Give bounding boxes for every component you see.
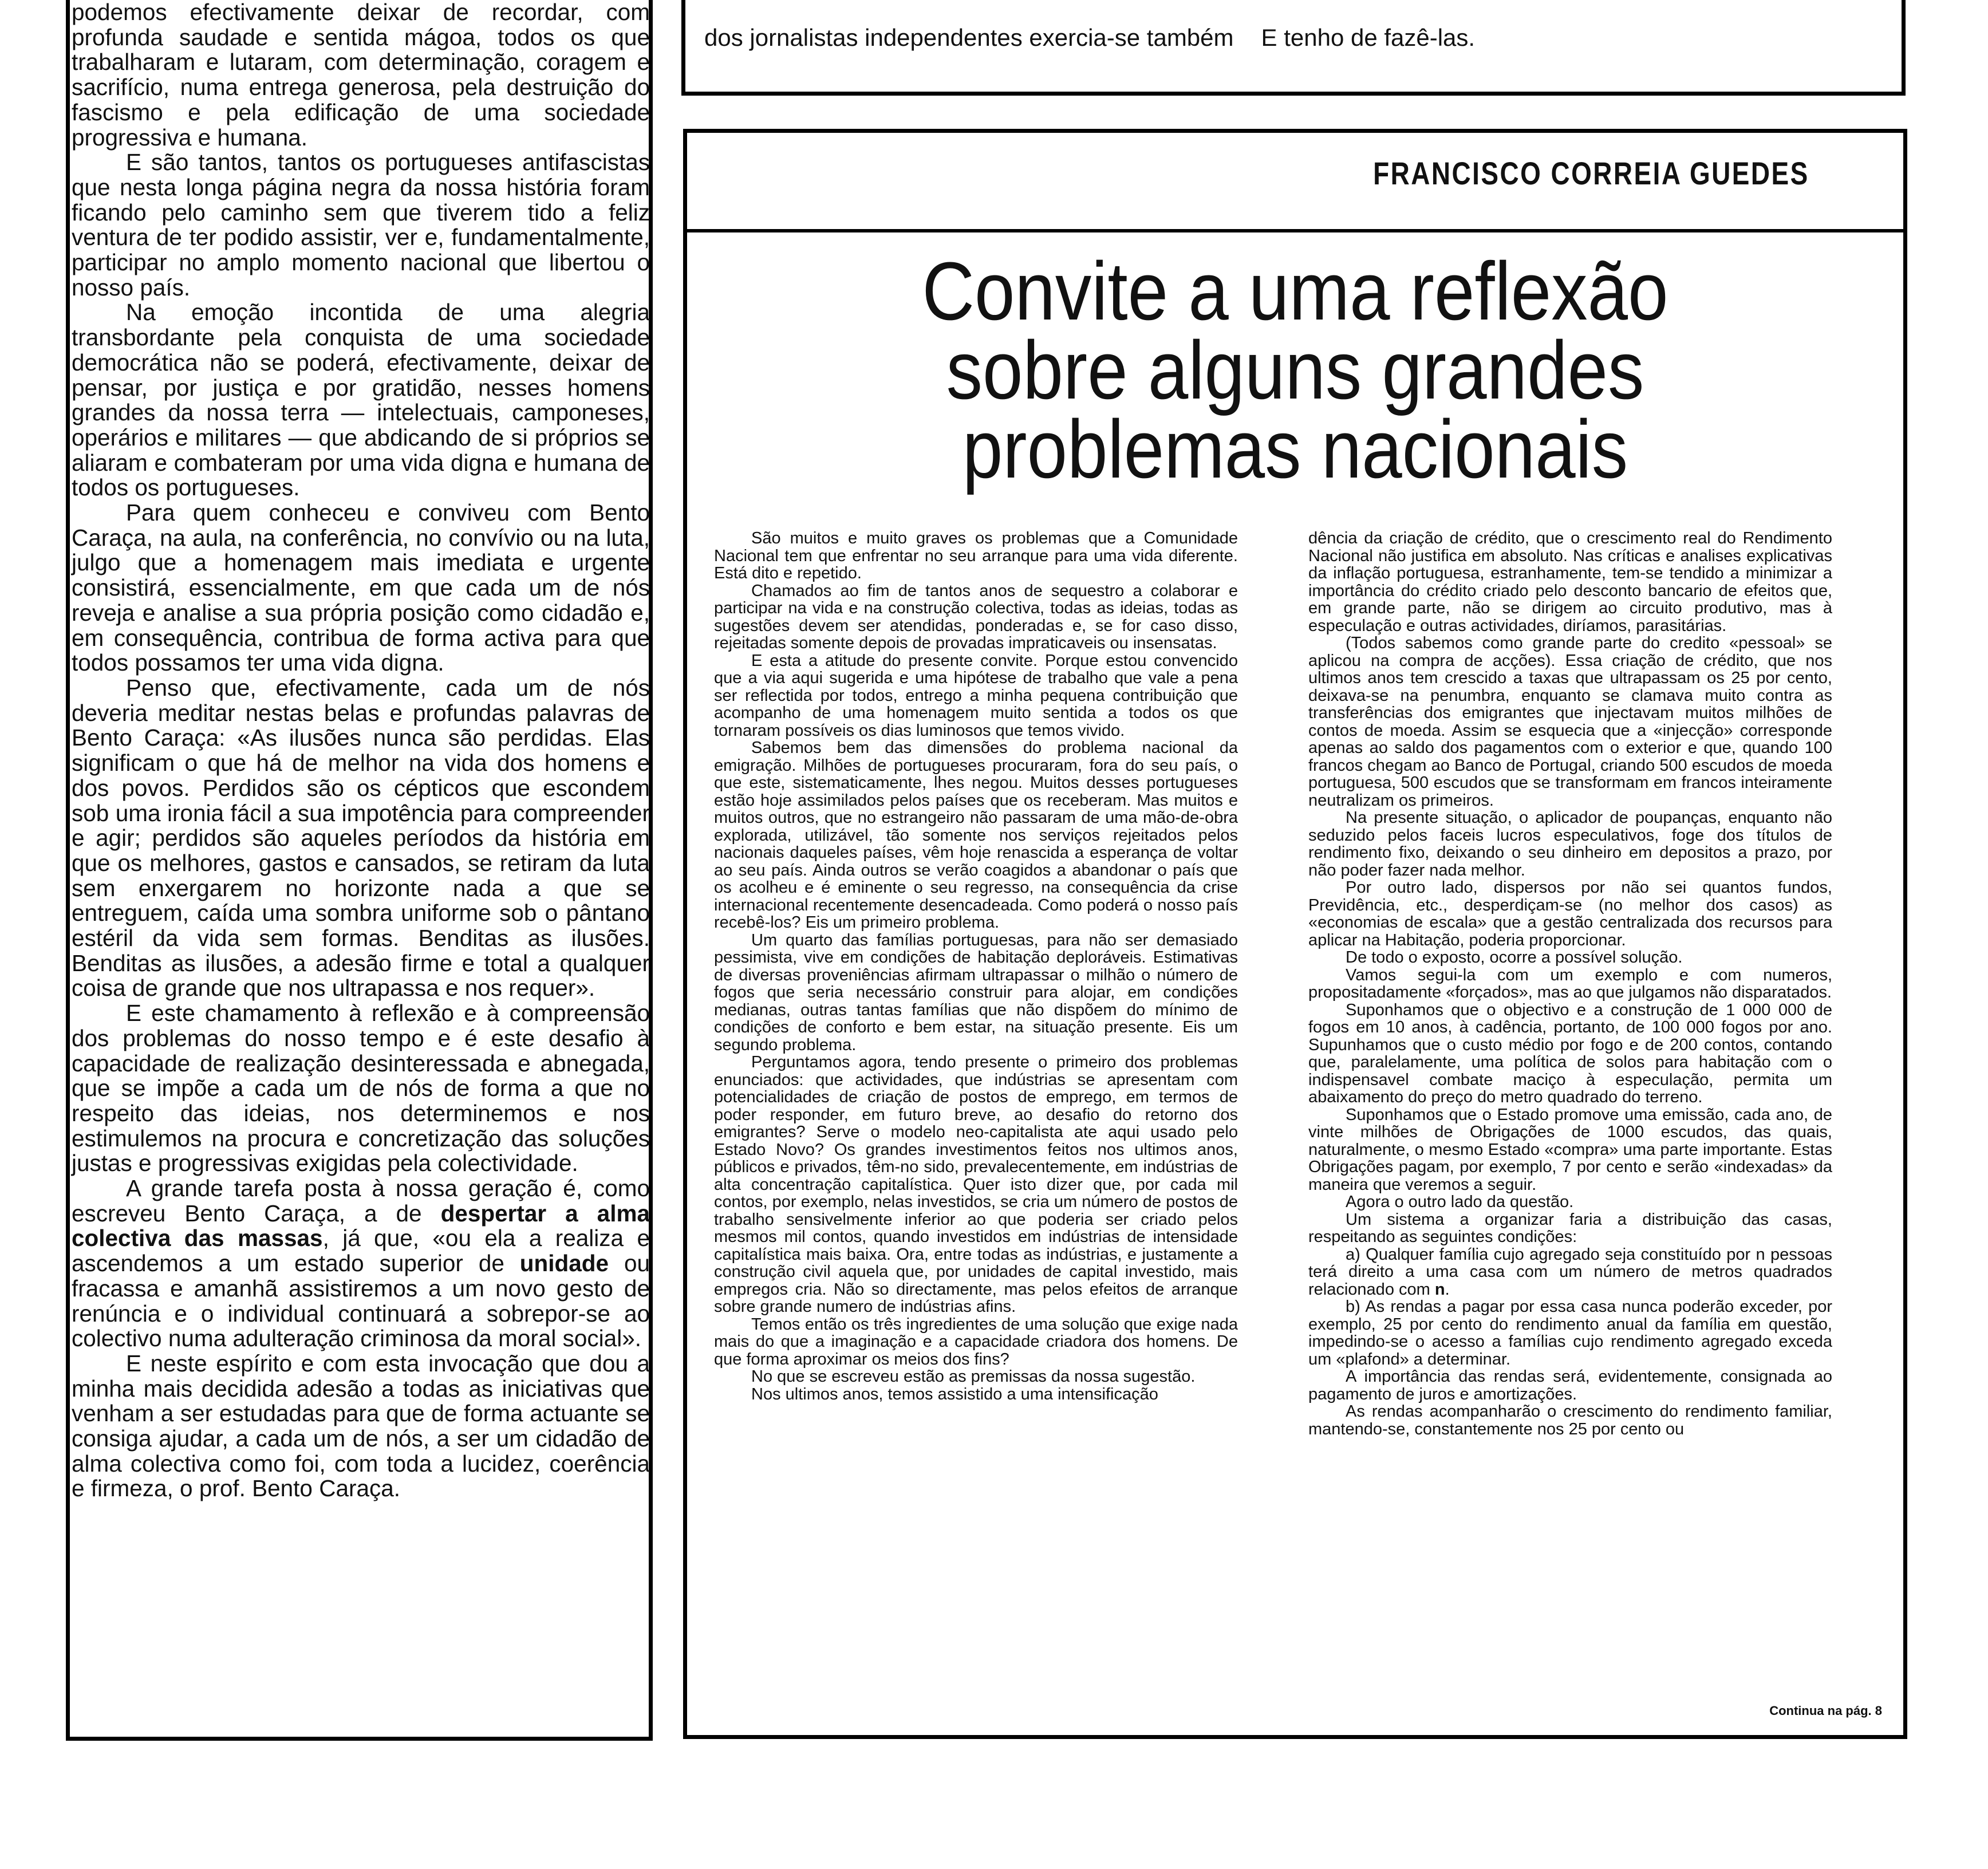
article-paragraph: Por outro lado, dispersos por não sei quantos fundos, Previdência, etc., desperdiçam-se (no melhor dos casos) as «economias de escala» que a gestão centralizada dos recursos para aplicar na Habitação, poderia proporcionar. [1308,878,1832,949]
left-paragraph: E neste espírito e com esta invocação que dou a minha mais decidida adesão a todas as iniciativas que venham a ser estudadas para que de forma actuante se consiga ajudar, a cada um de nós, a ser um cidadão de alma colectiva como foi, com toda a lucidez, coerência e firmeza, o prof. Bento Caraça. [72,1350,650,1502]
left-paragraph: podemos efectivamente deixar de recordar, com profunda saudade e sentida mágoa, todos os que trabalharam e lutaram, com determinação, coragem e sacrifício, numa entrega generosa, pela destruição do fascismo e pela edificação de uma sociedade progressiva e humana. [72,0,650,151]
article-paragraph: São muitos e muito graves os problemas que a Comunidade Nacional tem que enfrentar no seu arranque para uma vida diferente. Está dito e repetido. [714,529,1238,582]
article-column-2 [1308,530,1832,1438]
headline-line: Convite a uma reflexão [922,245,1669,337]
headline-line: sobre alguns grandes [946,324,1644,416]
article-paragraph: Na presente situação, o aplicador de poupanças, enquanto não seduzido pelos faceis lucros especulativos, foge dos títulos de rendimento fixo, deixando o seu dinheiro em depositos a prazo, por não poder fazer nada melhor. [1308,809,1832,880]
article-headline [756,245,1833,495]
article-paragraph: Nos ultimos anos, temos assistido a uma intensificação [751,1385,1158,1403]
left-paragraph: A grande tarefa posta à nossa geração é, como escreveu Bento Caraça, a de despertar a alma colectiva das massas, já que, «ou ela a realiza e ascendemos a um estado superior de unidade ou fracassa e amanhã assistiremos a um novo gesto de renúncia e o individual continuará a sobrepor-se ao colectivo numa adulteração criminosa da moral social». [72,1175,650,1352]
article-paragraph: De todo o exposto, ocorre a possível solução. [1346,948,1683,967]
article-paragraph: As rendas acompanharão o crescimento do rendimento familiar, mantendo-se, constantemente nos 25 por cento ou [1308,1402,1832,1438]
article-column-1 [714,530,1238,1403]
article-paragraph: dência da criação de crédito, que o crescimento real do Rendimento Nacional não justifica em absoluto. Nas críticas e analises explicativas da inflação portuguesa, estranhamente, tem-se tendido a minimizar a importância do crédito criado pelo desconto bancario de efeitos que, em grande parte, não se dirigem ao circuito produtivo, mas à especulação e outras actividades, diríamos, parasitárias. [1308,529,1832,635]
article-paragraph: Sabemos bem das dimensões do problema nacional da emigração. Milhões de portugueses procuraram, fora do seu país, o que este, sistematicamente, lhes negou. Muitos desses portugueses estão hoje assimilados pelos países que os receberam. Mas muitos e muitos outros, que no estrangeiro não passaram de uma mão-de-obra explorada, utilizável, tão somente nos serviços rejeitados pelos nacionais daqueles países, vêm hoje renascida a esperança de voltar ao seu país. Ainda outros se verão coagidos a abandonar o país que os acolheu e é eminente o seu regresso, na consequência da crise internacional recentemente desencadeada. Como poderá o nosso país recebê-los? Eis um primeiro problema. [714,739,1238,932]
article-paragraph: a) Qualquer família cujo agregado seja constituído por n pessoas terá direito a uma casa com um número de metros quadrados relacionado com n. [1308,1245,1832,1299]
article-paragraph: Um quarto das famílias portuguesas, para não ser demasiado pessimista, vive em condições de habitação deploráveis. Estimativas de diversas proveniências afirmam ultrapassar o milhão o número de fogos que seria necessário construir para alojar, em condições medianas, outras tantas famílias que não dispõem do mínimo de condições de conforto e bem estar, na situação presente. Eis um segundo problema. [714,930,1238,1054]
article-paragraph: Um sistema a organizar faria a distribuição das casas, respeitando as seguintes condições: [1308,1210,1832,1246]
article-paragraph: Perguntamos agora, tendo presente o primeiro dos problemas enunciados: que actividades, que indústrias se apresentam com potencialidades de criação de postos de emprego, em termos de poder responder, em futuro breve, ao desafio do retorno dos emigrantes? Serve o modelo neo-capitalista ate aqui usado pelo Estado Novo? Os grandes investimentos feitos nos ultimos anos, públicos e privados, têm-no sido, prevalecentemente, em indústrias de alta concentração capitalística. Quer isto dizer que, por cada mil contos, por exemplo, nelas investidos, se cria um número de postos de trabalho sensivelmente inferior ao que poderia ser criado pelos mesmos mil contos, quando investidos em indústrias de intensidade capitalística mais baixa. Ora, entre todas as indústrias, e justamente a construção civil aquela que, por unidades de capital investido, mais empregos cria. Não so directamente, mas pelos efeitos de arranque sobre grande numero de indústrias afins. [714,1053,1238,1316]
author-divider [683,229,1907,232]
left-paragraph: Para quem conheceu e conviveu com Bento Caraça, na aula, na conferência, no convívio ou na luta, julgo que a homenagem mais imediata e urgente consistirá, essencialmente, em que cada um de nós reveja e analise a sua própria posição como cidadão e, em consequência, contribua de forma activa para que todos possamos ter uma vida digna. [72,499,650,676]
article-paragraph: E esta a atitude do presente convite. Porque estou convencido que a via aqui sugerida e uma hipótese de trabalho que vale a pena ser reflectida por todos, entrego a minha pequena contribuição que acompanho de uma homenagem muito sentida a todos os que tornaram possíveis os dias luminosos que temos vivido. [714,651,1238,740]
headline-line: problemas nacionais [962,403,1628,495]
article-paragraph: Suponhamos que o Estado promove uma emissão, cada ano, de vinte milhões de Obrigações de 1000 escudos, das quais, naturalmente, o mesmo Estado «compra» uma parte importante. Estas Obrigações pagam, por exemplo, 7 por cento e serão «indexadas» da maneira que veremos a seguir. [1308,1105,1832,1194]
left-paragraph: E este chamamento à reflexão e à compreensão dos problemas do nosso tempo e é este desafio à capacidade de realização desinteressada e abnegada, que se impõe a cada um de nós de forma a que no respeito das ideias, nos determinemos e nos estimulemos na procura e concretização das soluções justas e progressivas exigidas pela colectividade. [72,1000,650,1177]
article-paragraph: Agora o outro lado da questão. [1346,1193,1574,1211]
article-paragraph: No que se escreveu estão as premissas da nossa sugestão. [751,1367,1196,1386]
article-paragraph: (Todos sabemos como grande parte do credito «pessoal» se aplicou na compra de acções). Essa criação de crédito, que nos ultimos anos tem crescido a taxas que ultrapassam os 25 por cento, deixava-se na penumbra, enquanto se clamava muito contra as transferências dos emigrantes que injectavam muitos milhões de contos de moeda. Assim se esquecia que a «injecção» corresponde apenas ao saldo dos pagamentos com o exterior e que, quando 100 francos chegam ao Banco de Portugal, criando 500 escudos de moeda portuguesa, 500 escudos que se transformam em francos inteiramente neutralizam os primeiros. [1308,634,1832,810]
article-paragraph: Temos então os três ingredientes de uma solução que exige nada mais do que a imaginação e a capacidade criadora dos homens. De que forma aproximar os meios dos fins? [714,1315,1238,1369]
article-paragraph: b) As rendas a pagar por essa casa nunca poderão exceder, por exemplo, 25 por cento do rendimento anual da família em questão, impedindo-se o acesso a famílias cujo rendimento agregado exceda um «plafond» a determinar. [1308,1298,1832,1369]
left-paragraph: Penso que, efectivamente, cada um de nós deveria meditar nestas belas e profundas palavras de Bento Caraça: «As ilusões nunca são perdidas. Elas significam o que há de melhor na vida dos homens e dos povos. Perdidos são os cépticos que escondem sob uma ironia fácil a sua impotência para compreender e agir; perdidos são aqueles períodos da história em que os melhores, gastos e cansados, se retiram da luta sem enxergarem no horizonte nada a que se entreguem, caída uma sombra uniforme sob o pântano estéril da vida sem formas. Benditas as ilusões. Benditas as ilusões, a adesão firme e total a qualquer coisa de grande que nos ultrapassa e nos requer». [72,674,650,1001]
article-paragraph: Vamos segui-la com um exemplo e com numeros, propositadamente «forçados», mas ao que julgamos não disparatados. [1308,965,1832,1001]
article-paragraph: Chamados ao fim de tantos anos de sequestro a colaborar e participar na vida e na construção colectiva, todas as ideias, todas as sugestões devem ser atendidas, ponderadas e, se for caso disso, rejeitadas somente depois de provadas impraticaveis ou insensatas. [714,581,1238,652]
article-paragraph: Suponhamos que o objectivo e a construção de 1 000 000 de fogos em 10 anos, à cadência, portanto, de 100 000 fogos por ano. Supunhamos que o custo médio por fogo e de 200 contos, contando que, paralelamente, uma política de solos para habitação com o indispensavel combate maciço à especulação, permita um abaixamento do preço do metro quadrado do terreno. [1308,1000,1832,1106]
author-byline: FRANCISCO CORREIA GUEDES [1373,155,1809,191]
left-paragraph: Na emoção incontida de uma alegria transbordante pela conquista de uma sociedade democrática não se poderá, efectivamente, deixar de pensar, por justiça e por gratidão, nesses homens grandes da nossa terra — intelectuais, camponeses, operários e militares — que abdicando de si próprios se aliaram e combateram por uma vida digna e humana de todos os portugueses. [72,299,650,501]
article-paragraph: A importância das rendas será, evidentemente, consignada ao pagamento de juros e amortizações. [1308,1367,1832,1403]
left-column-text [72,0,650,1501]
left-paragraph: E são tantos, tantos os portugueses antifascistas que nesta longa página negra da nossa história foram ficando pelo caminho sem que tiverem tido a feliz ventura de ter podido assistir, ver e, fundamentalmente, participar no amplo momento nacional que libertou o nosso país. [72,149,650,301]
continued-note: Continua na pág. 8 [1769,1704,1882,1718]
top-fragment-text: dos jornalistas independentes exercia-se também E tenho de fazê-las. [704,24,1476,51]
